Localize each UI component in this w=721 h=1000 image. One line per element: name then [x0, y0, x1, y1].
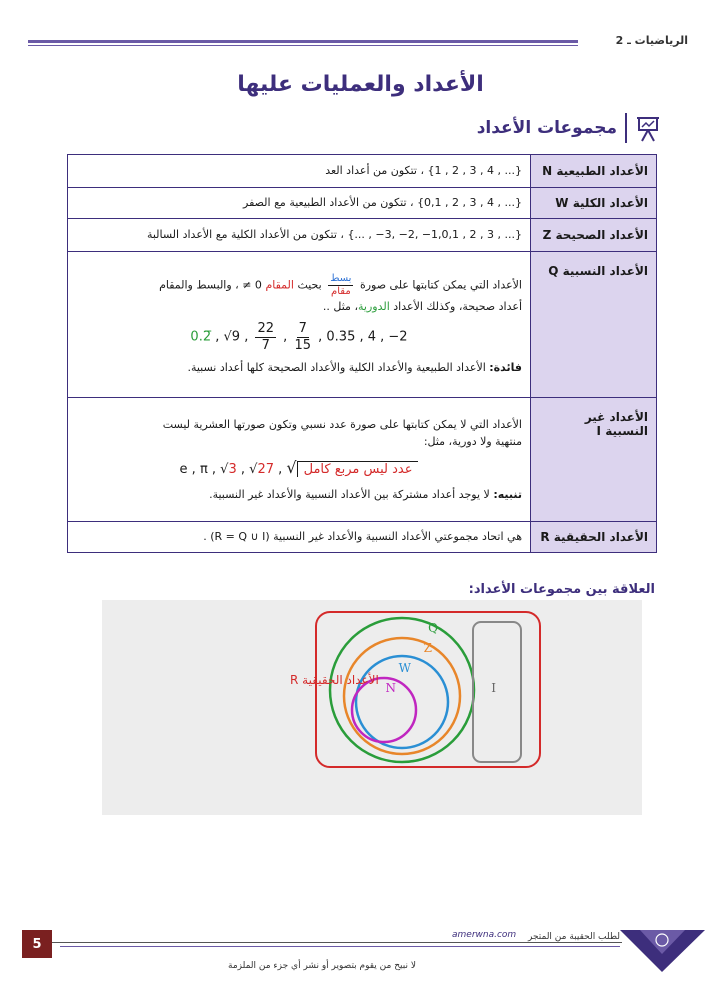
venn-i-label: I [491, 681, 496, 695]
note-text: الأعداد الطبيعية والأعداد الكلية والأعداد الصحيحة كلها أعداد نسبية. [187, 361, 486, 375]
integers-text: ، تتكون من الأعداد الكلية مع الأعداد السالبة [146, 228, 344, 242]
footer-store-text: لطلب الحقيبة من المتجر [528, 932, 620, 942]
rational-examples: 0.2̅ , √9 , $\frac{22}{7}$ , $\frac{7}{15}$ , 0.35 , 4 , −2 [190, 320, 408, 353]
note-label: فائدة: [489, 361, 522, 375]
fraction-numerator: بسط [330, 272, 352, 284]
rational-fraction [328, 273, 353, 298]
rational-desc [68, 252, 531, 398]
table-row [68, 155, 657, 188]
section-divider [625, 113, 627, 143]
natural-desc [68, 155, 531, 188]
rational-line-2 [76, 298, 522, 315]
natural-label: الأعداد الطبيعية N [531, 155, 657, 188]
radical-sign: √ [249, 461, 258, 477]
example-fraction [294, 321, 311, 353]
footer-logo [620, 924, 705, 972]
whole-text: ، تتكون من الأعداد الطبيعية مع الصفر [243, 196, 414, 210]
example-general: عدد ليس مربع كامل [297, 461, 419, 477]
rational-text: أعداد صحيحة، وكذلك الأعداد [393, 299, 522, 313]
example-sqrt: √9 [223, 329, 241, 345]
table-row [68, 522, 657, 553]
example-fraction [255, 321, 276, 353]
fraction-denominator: مقام [331, 285, 351, 297]
radicand: 27 [257, 461, 274, 477]
venn-z-label: Z [423, 641, 432, 655]
header-rule [28, 40, 578, 43]
integers-set: {... , −3, −2, −1,0,1 , 2 , 3 , ...} [347, 228, 522, 242]
real-end: . [203, 530, 207, 544]
venn-n-circle [352, 678, 416, 742]
rational-text: بحيث [297, 278, 322, 292]
venn-q-circle [330, 618, 474, 762]
fraction-numerator: 7 [298, 320, 307, 336]
table-row [68, 252, 657, 398]
venn-diagram [102, 600, 642, 815]
rational-label: الأعداد النسبية Q [531, 252, 657, 398]
integers-label: الأعداد الصحيحة Z [531, 219, 657, 252]
denominator-word: المقام [265, 278, 294, 292]
irrational-examples: e , π , √3 , √27 , √ عدد ليس مربع كامل [76, 456, 522, 481]
note-label: تنبيه: [493, 488, 522, 502]
footer-rule [22, 942, 622, 943]
number-sets-table [67, 154, 657, 553]
venn-q-label: Q [428, 621, 438, 635]
page-title: الأعداد والعمليات عليها [237, 72, 484, 97]
page-number: 5 [22, 930, 52, 958]
radicand: 3 [228, 461, 237, 477]
rational-note [76, 359, 522, 376]
rational-text: الأعداد التي يمكن كتابتها على صورة [359, 278, 522, 292]
rational-condition: ≠ 0 [242, 278, 262, 292]
radical-sign: √ [220, 461, 229, 477]
table-row [68, 219, 657, 252]
repeating-word: الدورية [358, 299, 390, 313]
rational-line-1 [76, 273, 522, 298]
venn-n-label: N [385, 681, 396, 695]
irrational-desc [68, 398, 531, 522]
footer-rule-accent [60, 946, 620, 947]
whole-label: الأعداد الكلية W [531, 188, 657, 219]
section-title: مجموعات الأعداد [476, 118, 617, 138]
footer-note: لا نبيح من يقوم بتصوير أو نشر أي جزء من الملزمة [228, 961, 416, 971]
fraction-denominator: 7 [261, 337, 270, 353]
irrational-text: الأعداد التي لا يمكن كتابتها على صورة عدد نسبي وتكون صورتها العشرية ليست [162, 417, 522, 431]
header-rule-thin [28, 45, 578, 46]
venn-i-rect [473, 622, 521, 762]
relation-title: العلاقة بين مجموعات الأعداد: [468, 582, 655, 597]
rational-text: ، والبسط والمقام [159, 278, 239, 292]
presentation-board-icon [635, 113, 661, 143]
example-sqrt27 [249, 462, 274, 477]
real-formula: (R = Q ∪ I) [210, 530, 270, 544]
venn-real-rect [316, 612, 540, 767]
note-text: لا يوجد أعداد مشتركة بين الأعداد النسبية والأعداد غير النسبية. [209, 488, 490, 502]
natural-text: ، تتكون من أعداد العد [325, 164, 425, 178]
integers-desc [68, 219, 531, 252]
table-row [68, 188, 657, 219]
natural-set: {1 , 2 , 3 , 4 , ...} [427, 164, 522, 178]
whole-desc [68, 188, 531, 219]
venn-real-label: الأعداد الحقيقية R [290, 673, 379, 687]
fraction-numerator: 22 [257, 320, 275, 336]
footer-url[interactable]: amerwna.com [452, 930, 517, 940]
page-header [28, 34, 688, 54]
example-repeating: 0.2̅ [190, 329, 212, 345]
example-pi: π [199, 461, 208, 477]
irrational-note [76, 486, 522, 503]
subject-label: الرياضيات ـ 2 [615, 34, 688, 47]
real-label: الأعداد الحقيقية R [531, 522, 657, 553]
example-sqrt3 [220, 462, 237, 477]
real-desc [68, 522, 531, 553]
section-heading [477, 108, 661, 148]
example-numbers: 0.35 , 4 , −2 [326, 329, 408, 345]
example-e: e [179, 461, 188, 477]
real-text: هي اتحاد مجموعتي الأعداد النسبية والأعداد غير النسبية [273, 530, 522, 544]
venn-w-label: W [398, 661, 411, 675]
rational-text: ، مثل .. [322, 299, 359, 313]
irrational-text: منتهية ولا دورية، مثل: [423, 434, 522, 448]
table-row [68, 398, 657, 522]
irrational-label: الأعداد غير النسبية I [531, 398, 657, 522]
fraction-denominator: 15 [294, 337, 311, 353]
whole-set: {0,1 , 2 , 3 , 4 , ...} [417, 196, 522, 210]
